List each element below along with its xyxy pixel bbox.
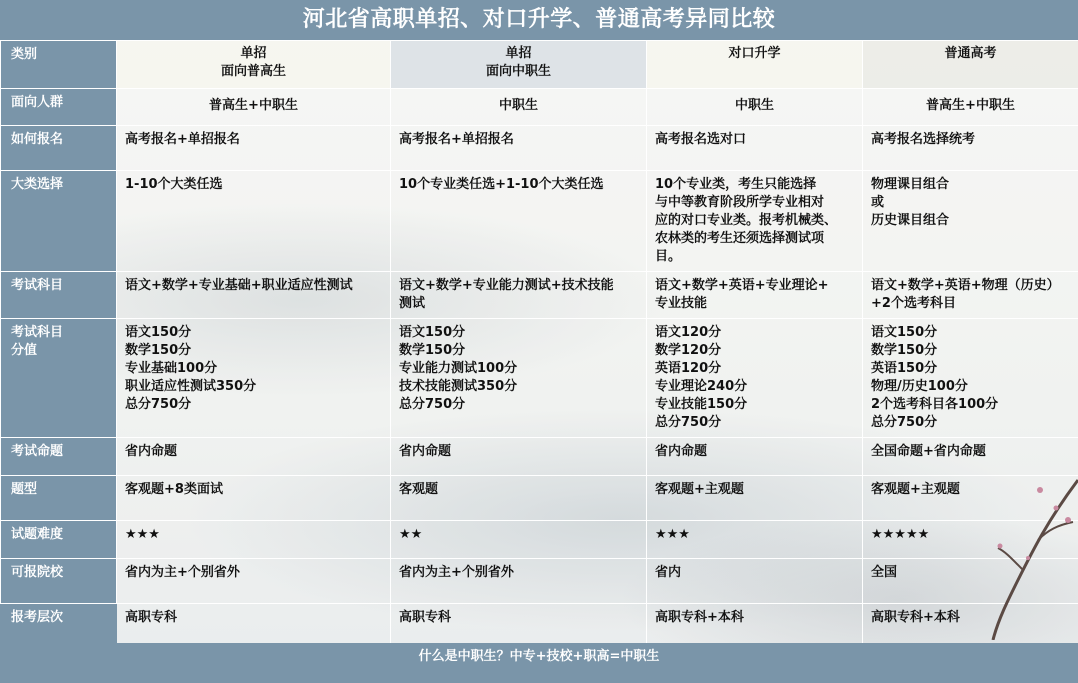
table-row (1, 171, 1078, 272)
header-label-category: 类别 (1, 41, 117, 89)
comparison-table (0, 40, 1078, 648)
row-label-colleges: 可报院校 (1, 559, 117, 604)
column-header-general-gaokao: 普通高考 (863, 41, 1078, 89)
table-cell: 中职生 (647, 89, 863, 126)
page-title: 河北省高职单招、对口升学、普通高考异同比较 (0, 0, 1078, 40)
table-row (1, 126, 1078, 171)
table-cell: 高职专科 (391, 604, 647, 648)
table-row (1, 604, 1078, 648)
table-cell: 省内命题 (391, 438, 647, 476)
footer-note: 什么是中职生？中专+技校+职高=中职生 (0, 643, 1078, 683)
table-row (1, 559, 1078, 604)
row-label-exam-setting: 考试命题 (1, 438, 117, 476)
table-cell: 中职生 (391, 89, 647, 126)
table-cell: 语文+数学+英语+专业理论+ 专业技能 (647, 272, 863, 319)
table-cell: 高职专科 (117, 604, 391, 648)
difficulty-stars: ★★★ (647, 521, 863, 559)
column-header-single-exam-vocational: 单招 面向中职生 (391, 41, 647, 89)
table-cell: 客观题+8类面试 (117, 476, 391, 521)
table-cell: 普高生+中职生 (117, 89, 391, 126)
table-cell: 语文150分 数学150分 专业能力测试100分 技术技能测试350分 总分750分 (391, 319, 647, 438)
table-cell: 省内为主+个别省外 (117, 559, 391, 604)
row-label-subjects: 考试科目 (1, 272, 117, 319)
row-label-question-type: 题型 (1, 476, 117, 521)
table-cell: 普高生+中职生 (863, 89, 1078, 126)
column-header-counterpart-admission: 对口升学 (647, 41, 863, 89)
table-row (1, 272, 1078, 319)
table-cell: 物理课目组合 或 历史课目组合 (863, 171, 1078, 272)
header-row (1, 41, 1078, 89)
difficulty-stars: ★★★★★ (863, 521, 1078, 559)
table-cell: 省内命题 (647, 438, 863, 476)
table-row (1, 476, 1078, 521)
table-cell: 10个专业类，考生只能选择 与中等教育阶段所学专业相对 应的对口专业类。报考机械类、 农林类的考生还须选择测试项 目。 (647, 171, 863, 272)
row-label-category-choice: 大类选择 (1, 171, 117, 272)
row-label-difficulty: 试题难度 (1, 521, 117, 559)
column-header-single-exam-general: 单招 面向普高生 (117, 41, 391, 89)
table-cell: 语文+数学+英语+物理（历史） +2个选考科目 (863, 272, 1078, 319)
row-label-score: 考试科目 分值 (1, 319, 117, 438)
difficulty-stars: ★★★ (117, 521, 391, 559)
table-cell: 高考报名+单招报名 (391, 126, 647, 171)
table-cell: 省内 (647, 559, 863, 604)
difficulty-stars: ★★ (391, 521, 647, 559)
row-label-audience: 面向人群 (1, 89, 117, 126)
table-cell: 全国 (863, 559, 1078, 604)
table-row (1, 319, 1078, 438)
table-cell: 高职专科+本科 (863, 604, 1078, 648)
table-cell: 全国命题+省内命题 (863, 438, 1078, 476)
table-cell: 高考报名+单招报名 (117, 126, 391, 171)
table-cell: 客观题 (391, 476, 647, 521)
table-cell: 语文120分 数学120分 英语120分 专业理论240分 专业技能150分 总分750分 (647, 319, 863, 438)
table-cell: 1-10个大类任选 (117, 171, 391, 272)
table-row (1, 521, 1078, 559)
table-cell: 高考报名选对口 (647, 126, 863, 171)
table-cell: 高职专科+本科 (647, 604, 863, 648)
table-cell: 语文150分 数学150分 英语150分 物理/历史100分 2个选考科目各100分 总分750分 (863, 319, 1078, 438)
table-cell: 客观题+主观题 (647, 476, 863, 521)
table-cell: 10个专业类任选+1-10个大类任选 (391, 171, 647, 272)
table-cell: 省内为主+个别省外 (391, 559, 647, 604)
table-cell: 语文+数学+专业能力测试+技术技能 测试 (391, 272, 647, 319)
table-row (1, 89, 1078, 126)
table-cell: 客观题+主观题 (863, 476, 1078, 521)
row-label-level: 报考层次 (1, 604, 117, 648)
row-label-registration: 如何报名 (1, 126, 117, 171)
table-cell: 省内命题 (117, 438, 391, 476)
table-row (1, 438, 1078, 476)
table-cell: 语文150分 数学150分 专业基础100分 职业适应性测试350分 总分750分 (117, 319, 391, 438)
table-cell: 高考报名选择统考 (863, 126, 1078, 171)
table-cell: 语文+数学+专业基础+职业适应性测试 (117, 272, 391, 319)
